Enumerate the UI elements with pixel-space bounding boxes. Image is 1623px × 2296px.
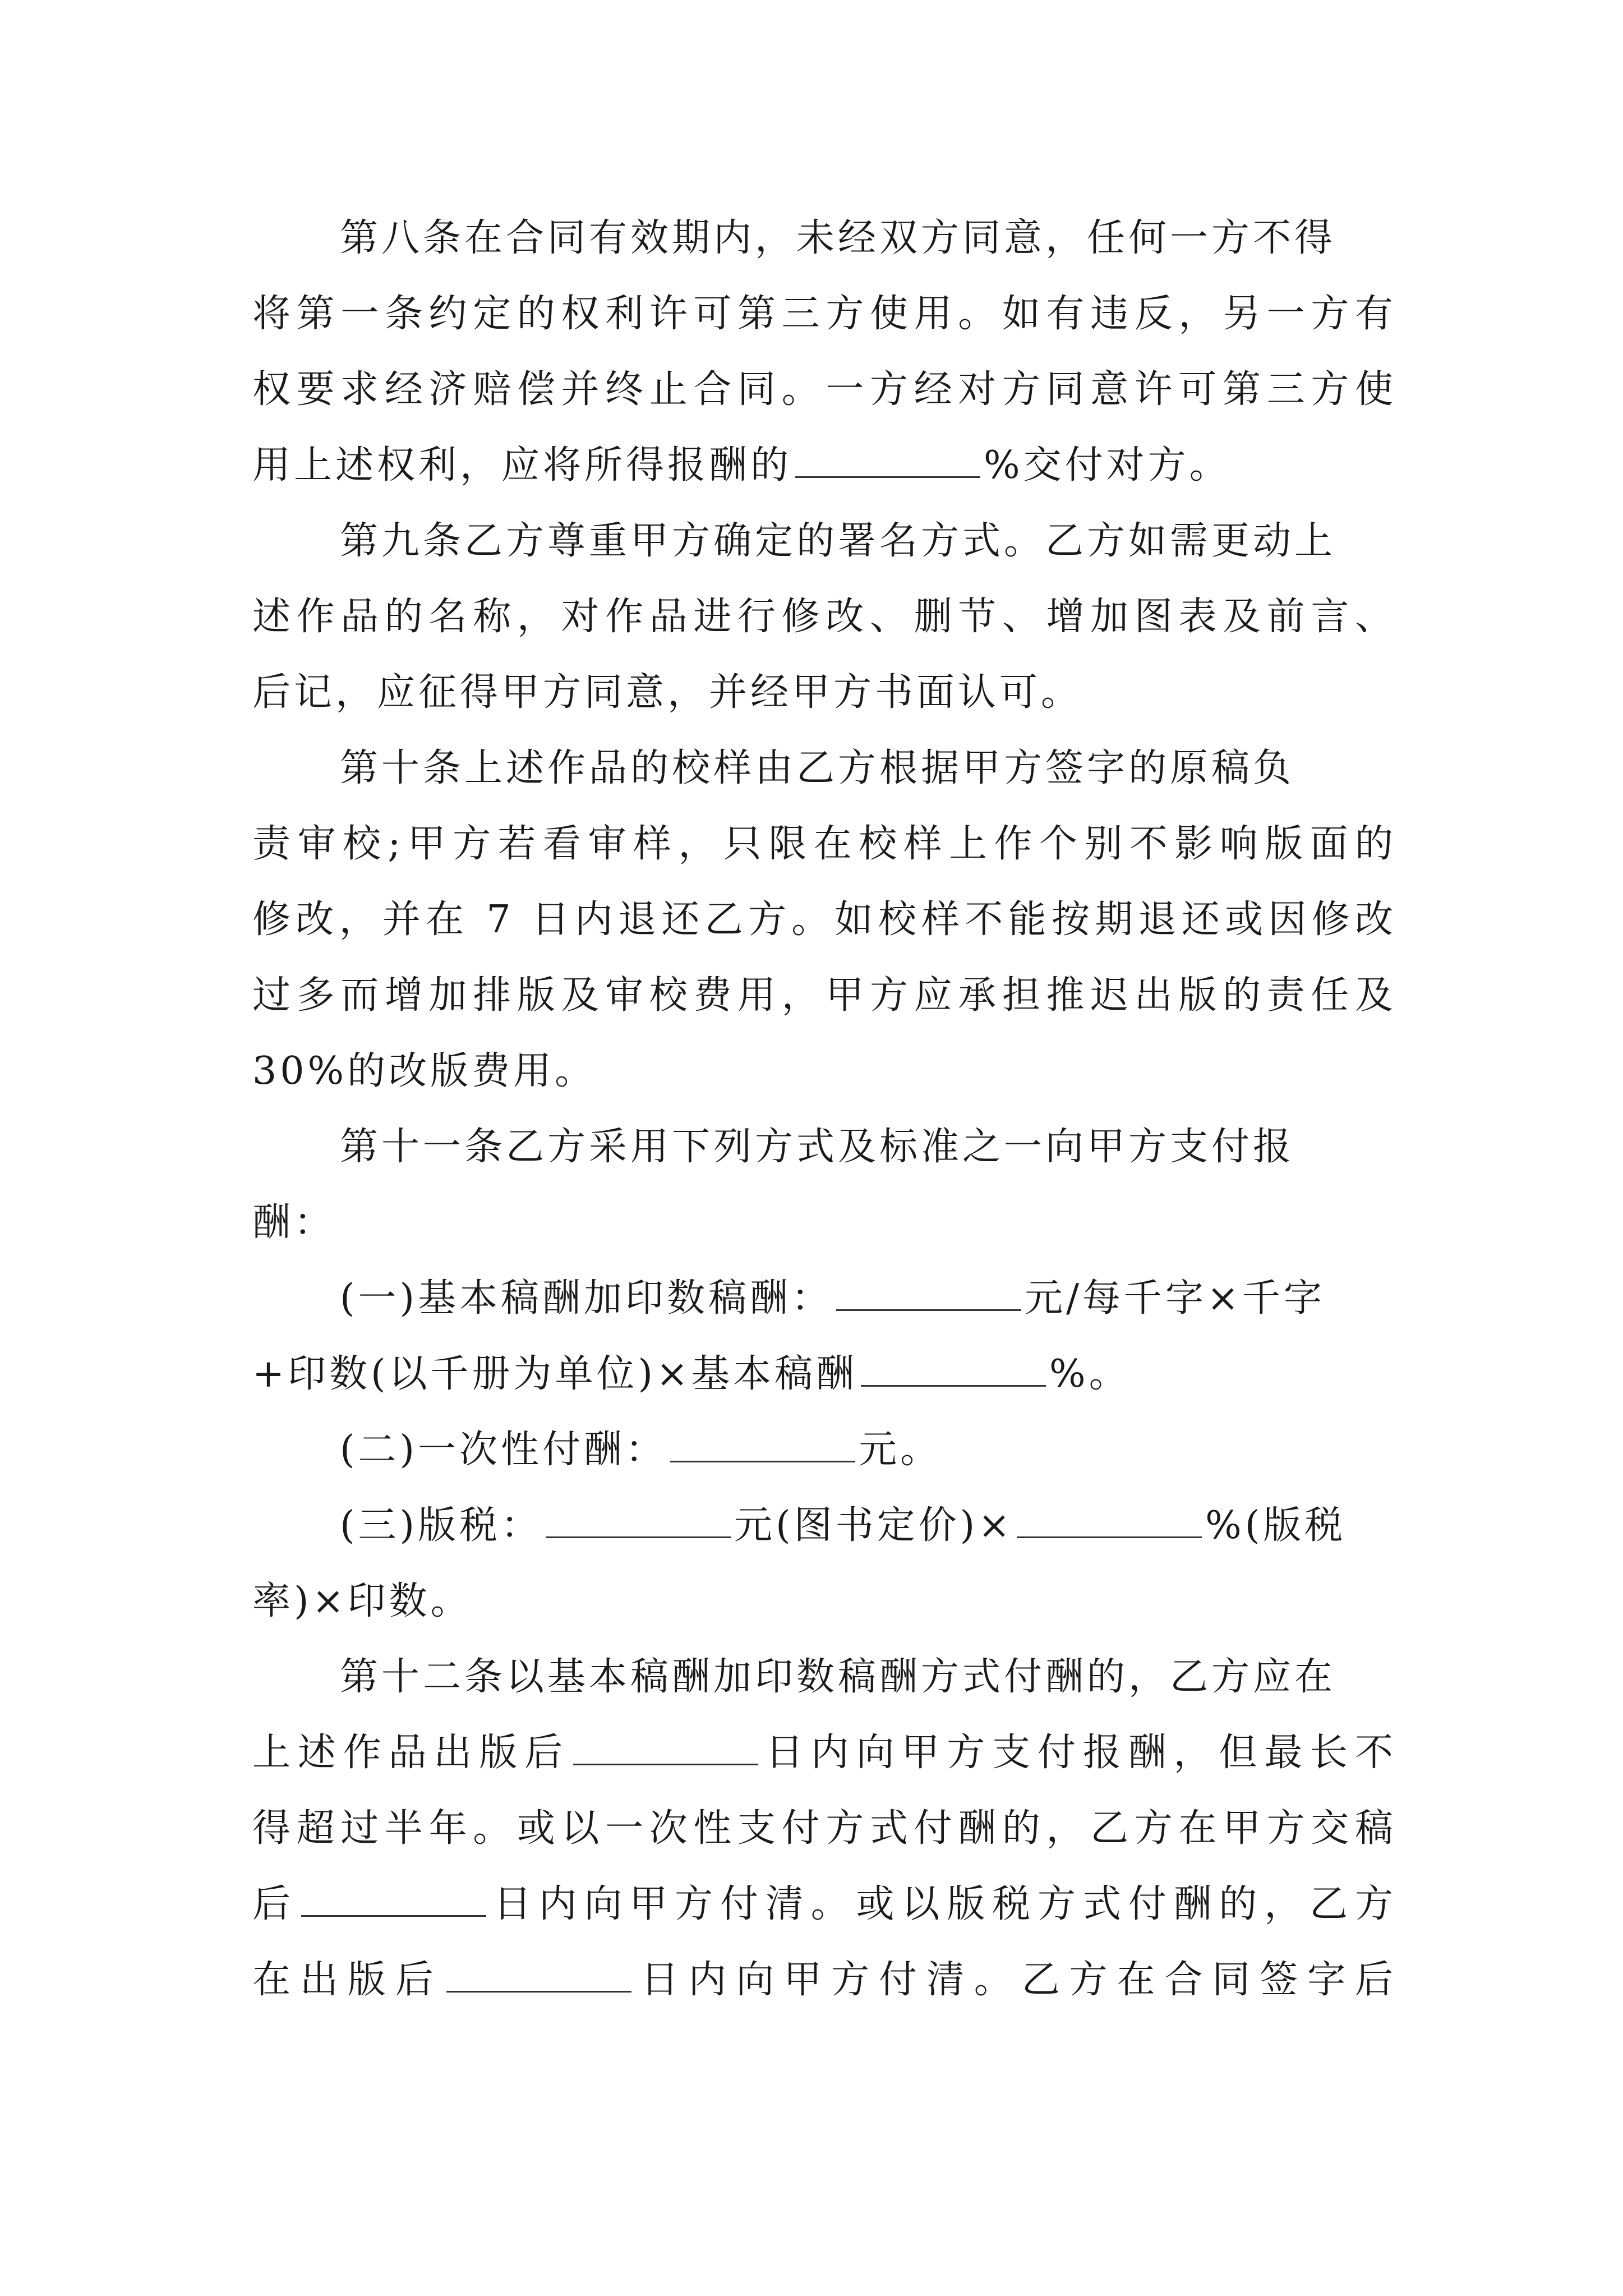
clause-12-line-3: 得超过半年。或以一次性支付方式付酬的，乙方在甲方交稿 [252,1806,1396,1851]
option-1-text: 元/每千字×千字 [1025,1276,1325,1320]
fill-blank-days-royalty-payment[interactable] [446,1990,631,1993]
fill-blank-days-after-delivery[interactable] [301,1915,486,1917]
clause-11-line-2: 酬： [252,1200,336,1245]
option-3-text: 元(图书定价)× [734,1503,1014,1548]
clause-10-line-2: 责审校;甲方若看审样，只限在校样上作个别不影响版面的 [252,822,1396,866]
option-1-line-2 [252,1335,1396,1414]
clause-10-line-4: 过多而增加排版及审校费用，甲方应承担推迟出版的责任及 [252,973,1396,1018]
clause-9-line-2: 述作品的名称，对作品进行修改、删节、增加图表及前言、 [252,595,1396,639]
clause-12-line-4 [252,1865,1396,1944]
clause-11-line-1: 第十一条乙方采用下列方式及标准之一向甲方支付报 [340,1125,1295,1169]
option-1-text: (一)基本稿酬加印数稿酬： [340,1276,833,1320]
option-3-line-1 [340,1487,1396,1565]
option-2-line [340,1411,1396,1489]
clause-12-line-2 [252,1714,1396,1792]
clause-10-line-5: 30%的改版费用。 [252,1049,597,1093]
clause-12-text: 在出版后 [252,1958,443,2002]
clause-8-line-1: 第八条在合同有效期内，未经双方同意，任何一方不得 [340,216,1336,260]
option-1-line-1 [340,1259,1396,1338]
clause-12-text: 日内向甲方付清。或以版税方式付酬的，乙方 [489,1882,1396,1926]
clause-12-line-1: 第十二条以基本稿酬加印数稿酬方式付酬的，乙方应在 [340,1655,1336,1699]
clause-8-text: %交付对方。 [984,443,1231,487]
clause-12-text: 后 [252,1882,298,1926]
clause-8-text: 用上述权利，应将所得报酬的 [252,443,792,487]
clause-8-line-4 [252,426,1396,505]
option-1-text: +印数(以千册为单位)×基本稿酬 [252,1352,858,1396]
fill-blank-days-after-publication[interactable] [573,1763,758,1765]
fill-blank-book-price[interactable] [546,1536,731,1538]
fill-blank-rate-per-thousand-chars[interactable] [836,1309,1021,1311]
clause-12-text: 日内向甲方支付报酬，但最长不 [762,1731,1396,1775]
option-2-text: 元。 [859,1428,942,1472]
clause-9-line-1: 第九条乙方尊重甲方确定的署名方式。乙方如需更动上 [340,519,1336,563]
clause-8-line-3: 权要求经济赔偿并终止合同。一方经对方同意许可第三方使 [252,367,1396,412]
clause-12-line-5 [252,1941,1396,2019]
clause-12-text: 上述作品出版后 [252,1731,570,1775]
option-2-text: (二)一次性付酬： [340,1428,667,1472]
fill-blank-lump-sum[interactable] [670,1460,855,1462]
clause-10-line-1: 第十条上述作品的校样由乙方根据甲方签字的原稿负 [340,746,1295,790]
clause-8-line-2: 将第一条约定的权利许可第三方使用。如有违反，另一方有 [252,292,1396,336]
fill-blank-base-fee-percent[interactable] [861,1384,1046,1387]
fill-blank-share-percent[interactable] [795,476,980,478]
option-3-text: (三)版税： [340,1503,543,1548]
clause-12-text: 日内向甲方付清。乙方在合同签字后 [634,1958,1396,2002]
clause-10-line-3: 修改，并在 7 日内退还乙方。如校样不能按期退还或因修改 [252,898,1396,942]
option-3-line-2: 率)×印数。 [252,1579,472,1623]
option-3-text: %(版税 [1205,1503,1347,1548]
option-1-text: %。 [1049,1352,1131,1396]
clause-9-line-3: 后记，应征得甲方同意，并经甲方书面认可。 [252,670,1083,715]
fill-blank-royalty-rate[interactable] [1017,1536,1202,1538]
